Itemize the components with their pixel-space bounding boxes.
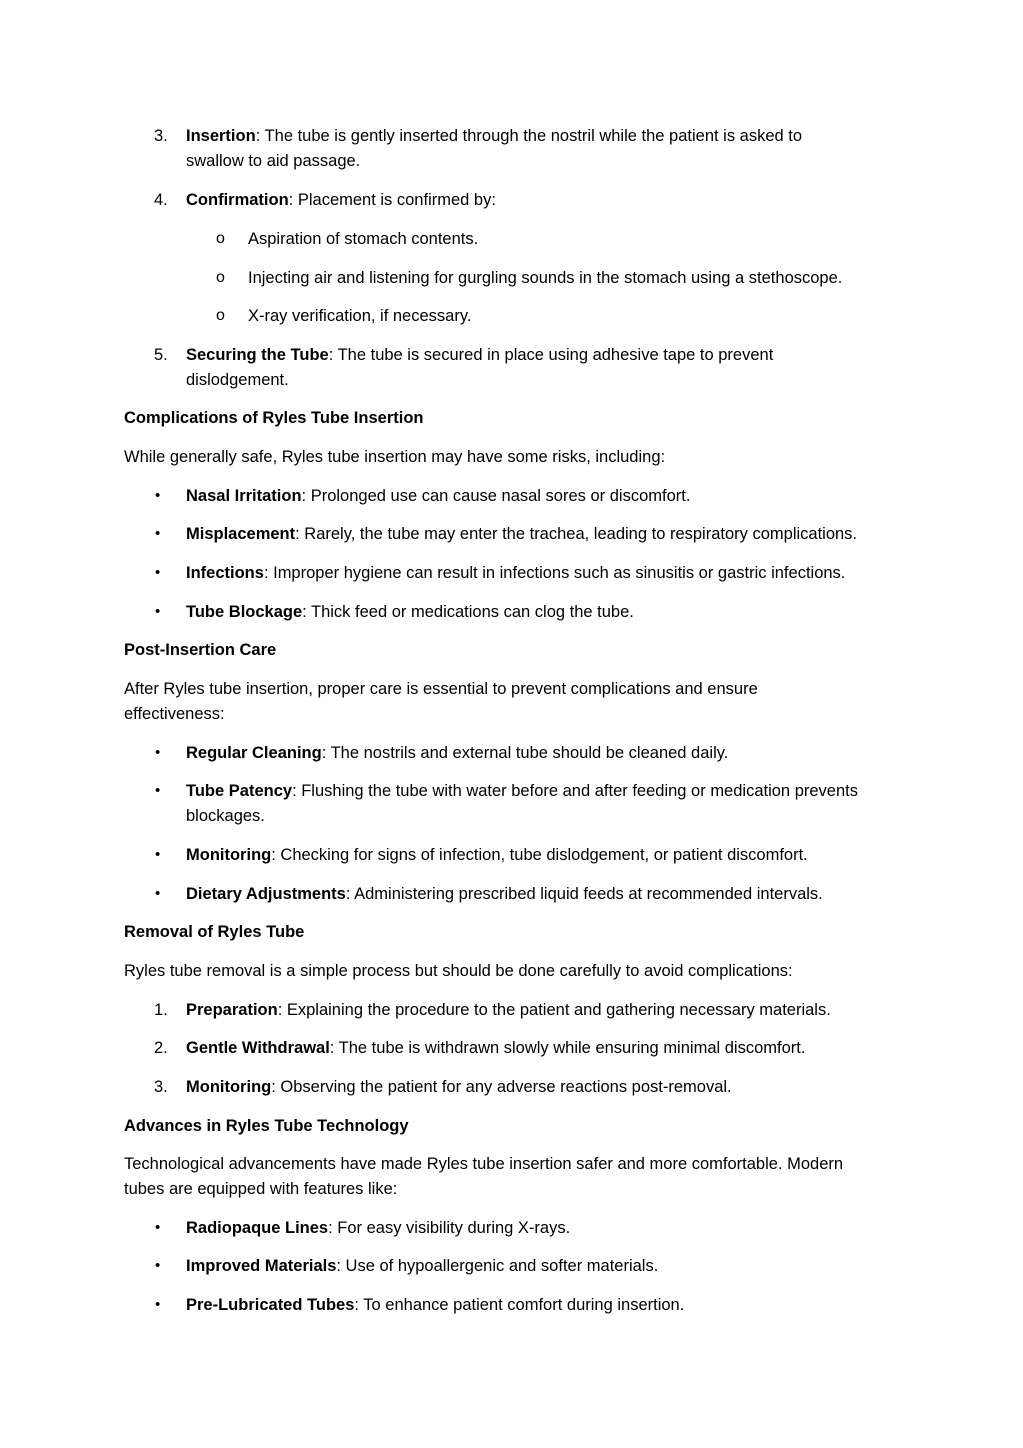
circle-bullet-icon: o <box>216 269 225 286</box>
list-item-text: : Observing the patient for any adverse reactions post-removal. <box>271 1078 732 1096</box>
sub-list-item <box>0 227 1023 251</box>
list-item-continuation <box>0 804 1023 828</box>
list-item-confirmation <box>0 188 1023 212</box>
bullet-item <box>0 779 1023 803</box>
list-item <box>0 1036 1023 1060</box>
bullet-item <box>0 1293 1023 1317</box>
list-item-text: : Rarely, the tube may enter the trachea, leading to respiratory complications. <box>295 525 858 543</box>
list-item-text: : Checking for signs of infection, tube dislodgement, or patient discomfort. <box>271 846 808 864</box>
list-item-term: Insertion <box>186 127 256 145</box>
bullet-icon: • <box>155 744 161 761</box>
list-item-term: Securing the Tube <box>186 346 329 364</box>
list-item-text: blockages. <box>186 807 265 825</box>
bullet-item <box>0 600 1023 624</box>
bullet-item <box>0 882 1023 906</box>
list-item-continuation <box>0 149 1023 173</box>
list-number: 3. <box>154 1078 168 1096</box>
list-item-term: Nasal Irritation <box>186 487 302 505</box>
list-item-text: : Prolonged use can cause nasal sores or discomfort. <box>301 487 691 505</box>
paragraph: After Ryles tube insertion, proper care is essential to prevent complications and ensure <box>124 680 758 698</box>
list-item-term: Improved Materials <box>186 1257 337 1275</box>
bullet-icon: • <box>155 1257 161 1274</box>
section-heading-post-care: Post-Insertion Care <box>124 641 277 659</box>
bullet-item <box>0 484 1023 508</box>
paragraph-continuation: tubes are equipped with features like: <box>124 1180 398 1198</box>
list-item-text: : The tube is gently inserted through the nostril while the patient is asked to <box>255 127 803 145</box>
list-item-term: Gentle Withdrawal <box>186 1039 330 1057</box>
sub-list-item <box>0 266 1023 290</box>
bullet-item <box>0 522 1023 546</box>
list-number: 4. <box>154 191 168 209</box>
paragraph: Ryles tube removal is a simple process but should be done carefully to avoid complications: <box>124 962 793 980</box>
list-item-text: dislodgement. <box>186 371 289 389</box>
list-item-text: : Improper hygiene can result in infections such as sinusitis or gastric infections. <box>263 564 846 582</box>
list-item-text: : For easy visibility during X-rays. <box>328 1219 571 1237</box>
bullet-icon: • <box>155 525 161 542</box>
bullet-item <box>0 1216 1023 1240</box>
list-item-securing <box>0 343 1023 367</box>
list-number: 3. <box>154 127 168 145</box>
bullet-item <box>0 561 1023 585</box>
bullet-item <box>0 843 1023 867</box>
paragraph-continuation: effectiveness: <box>124 705 225 723</box>
list-item-insertion <box>0 124 1023 148</box>
list-item-term: Pre-Lubricated Tubes <box>186 1296 355 1314</box>
list-item-term: Preparation <box>186 1001 278 1019</box>
list-number: 5. <box>154 346 168 364</box>
list-number: 2. <box>154 1039 168 1057</box>
list-number: 1. <box>154 1001 168 1019</box>
bullet-icon: • <box>155 885 161 902</box>
list-item-term: Monitoring <box>186 1078 272 1096</box>
sub-list-item-text: X-ray verification, if necessary. <box>248 307 472 325</box>
list-item-term: Regular Cleaning <box>186 744 322 762</box>
list-item-text: : The nostrils and external tube should be cleaned daily. <box>321 744 729 762</box>
bullet-icon: • <box>155 846 161 863</box>
list-item-term: Radiopaque Lines <box>186 1219 329 1237</box>
bullet-icon: • <box>155 564 161 581</box>
list-item-text: : To enhance patient comfort during insertion. <box>354 1296 685 1314</box>
list-item <box>0 998 1023 1022</box>
list-item-text: : The tube is withdrawn slowly while ensuring minimal discomfort. <box>329 1039 806 1057</box>
list-item-term: Tube Patency <box>186 782 293 800</box>
list-item-text: : Explaining the procedure to the patient and gathering necessary materials. <box>277 1001 831 1019</box>
list-item-text: swallow to aid passage. <box>186 152 361 170</box>
list-item-term: Infections <box>186 564 264 582</box>
list-item-term: Dietary Adjustments <box>186 885 346 903</box>
list-item-text: : Flushing the tube with water before and after feeding or medication prevents <box>292 782 858 800</box>
list-item-text: : Placement is confirmed by: <box>288 191 496 209</box>
paragraph: While generally safe, Ryles tube insertion may have some risks, including: <box>124 448 666 466</box>
circle-bullet-icon: o <box>216 230 225 247</box>
bullet-icon: • <box>155 603 161 620</box>
list-item-text: : Administering prescribed liquid feeds at recommended intervals. <box>345 885 823 903</box>
section-heading-advances: Advances in Ryles Tube Technology <box>124 1117 409 1135</box>
list-item-continuation <box>0 368 1023 392</box>
bullet-icon: • <box>155 782 161 799</box>
list-item-text: : Use of hypoallergenic and softer materials. <box>336 1257 659 1275</box>
section-heading-complications: Complications of Ryles Tube Insertion <box>124 409 424 427</box>
list-item-term: Misplacement <box>186 525 296 543</box>
sub-list-item <box>0 304 1023 328</box>
list-item-text: : Thick feed or medications can clog the tube. <box>302 603 634 621</box>
circle-bullet-icon: o <box>216 307 225 324</box>
section-heading-removal: Removal of Ryles Tube <box>124 923 305 941</box>
list-item-text: : The tube is secured in place using adhesive tape to prevent <box>328 346 774 364</box>
sub-list-item-text: Aspiration of stomach contents. <box>248 230 479 248</box>
bullet-icon: • <box>155 487 161 504</box>
bullet-icon: • <box>155 1296 161 1313</box>
list-item-term: Confirmation <box>186 191 289 209</box>
list-item-term: Tube Blockage <box>186 603 303 621</box>
list-item <box>0 1075 1023 1099</box>
bullet-icon: • <box>155 1219 161 1236</box>
sub-list-item-text: Injecting air and listening for gurgling sounds in the stomach using a stethoscope. <box>248 269 843 287</box>
paragraph: Technological advancements have made Ryles tube insertion safer and more comfortable. Modern <box>124 1155 844 1173</box>
bullet-item <box>0 1254 1023 1278</box>
list-item-term: Monitoring <box>186 846 272 864</box>
bullet-item <box>0 741 1023 765</box>
